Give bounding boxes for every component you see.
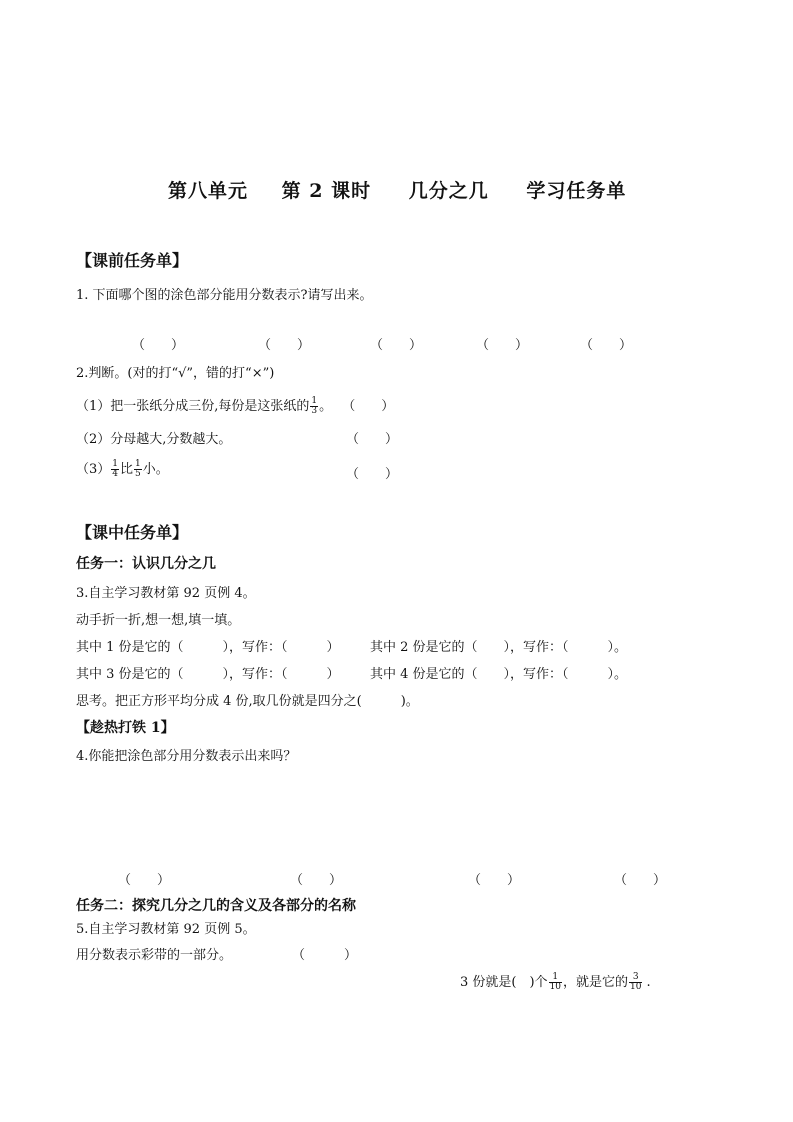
fraction-numerator: 1 xyxy=(549,973,562,983)
q2-item-1-blank[interactable]: （ ） xyxy=(342,399,395,414)
q2-item-2-blank[interactable]: （ ） xyxy=(346,432,399,447)
q2-item-1-text: （1）把一张纸分成三份,每份是这张纸的 xyxy=(76,399,310,414)
question-4: 4.你能把涂色部分用分数表示出来吗？ xyxy=(76,749,297,764)
q1-answer-blank-4[interactable]: （ ） xyxy=(476,338,529,353)
q1-answer-blank-1[interactable]: （ ） xyxy=(132,338,185,353)
question-5: 5.自主学习教材第 92 页例 5。 xyxy=(76,922,256,937)
fraction-three-tenths xyxy=(629,973,642,992)
q1-answer-blank-5[interactable]: （ ） xyxy=(580,338,633,353)
q1-answer-blank-3[interactable]: （ ） xyxy=(370,338,423,353)
q1-answer-blank-2[interactable]: （ ） xyxy=(258,338,311,353)
q5-note-part-a[interactable]: 3 份就是( )个 xyxy=(460,975,548,990)
q2-item-3-compare: 比 xyxy=(120,462,134,477)
task-2-title: 任务二：探究几分之几的含义及各部分的名称 xyxy=(76,898,356,914)
fraction-one-fifth xyxy=(134,460,142,479)
q4-answer-blank-2[interactable]: （ ） xyxy=(290,873,343,888)
fraction-denominator: 4 xyxy=(112,469,119,479)
q3-fill-4[interactable]: 其中 4 份是它的（ ），写作：（ ）。 xyxy=(370,667,628,682)
fraction-one-fourth xyxy=(111,460,119,479)
q3-fill-1[interactable]: 其中 1 份是它的（ ），写作：（ ） xyxy=(76,640,340,655)
q3-fill-2[interactable]: 其中 2 份是它的（ ），写作：（ ）。 xyxy=(370,640,628,655)
q4-answer-blank-1[interactable]: （ ） xyxy=(118,873,171,888)
fraction-numerator: 1 xyxy=(112,459,119,469)
q3-instruction: 动手折一折,想一想,填一填。 xyxy=(76,613,241,628)
q4-answer-blank-3[interactable]: （ ） xyxy=(468,873,521,888)
question-3: 3.自主学习教材第 92 页例 4。 xyxy=(76,586,256,601)
task-1-title: 任务一：认识几分之几 xyxy=(76,556,216,572)
fraction-denominator: 10 xyxy=(549,982,562,992)
q2-item-1 xyxy=(76,395,394,416)
q5-note xyxy=(460,971,651,992)
fraction-denominator: 5 xyxy=(135,469,141,479)
q5-instruction: 用分数表示彩带的一部分。 xyxy=(76,948,233,963)
q2-item-1-suffix: 。 xyxy=(319,399,333,414)
fraction-one-third xyxy=(310,397,318,416)
question-2: 2.判断。(对的打“√”，错的打“×”) xyxy=(76,366,275,381)
fraction-one-tenth xyxy=(549,973,562,992)
q4-answer-blank-4[interactable]: （ ） xyxy=(614,873,667,888)
in-class-heading: 【课中任务单】 xyxy=(76,523,189,542)
q3-fill-3[interactable]: 其中 3 份是它的（ ），写作：（ ） xyxy=(76,667,340,682)
q2-item-2 xyxy=(76,428,231,447)
title-topic: 几分之几 xyxy=(408,180,489,202)
fraction-denominator: 10 xyxy=(630,982,642,992)
title-lesson: 第 2 课时 xyxy=(281,180,372,202)
q2-item-3-blank[interactable]: （ ） xyxy=(346,467,399,482)
fraction-numerator: 1 xyxy=(311,396,318,406)
fraction-numerator: 1 xyxy=(135,459,141,469)
q3-think[interactable]: 思考。把正方形平均分成 4 份,取几份就是四分之( )。 xyxy=(76,694,419,709)
q2-item-3-prefix: （3） xyxy=(76,462,111,477)
practice-1-heading: 【趁热打铁 1】 xyxy=(76,720,175,736)
title-unit: 第八单元 xyxy=(168,180,249,202)
page-title xyxy=(168,176,626,203)
q5-answer-blank[interactable]: （ ） xyxy=(292,948,358,963)
pre-class-heading: 【课前任务单】 xyxy=(76,251,189,270)
fraction-numerator: 3 xyxy=(629,973,642,983)
q2-item-3-suffix: 小。 xyxy=(142,462,169,477)
q5-note-part-c: . xyxy=(646,975,651,990)
title-sheet: 学习任务单 xyxy=(526,180,627,202)
q2-item-3 xyxy=(76,458,169,479)
q2-item-2-text: （2）分母越大,分数越大。 xyxy=(76,432,232,447)
fraction-denominator: 3 xyxy=(311,406,318,416)
q5-note-part-b: ，就是它的 xyxy=(563,975,629,990)
question-1: 1. 下面哪个图的涂色部分能用分数表示?请写出来。 xyxy=(76,288,373,303)
